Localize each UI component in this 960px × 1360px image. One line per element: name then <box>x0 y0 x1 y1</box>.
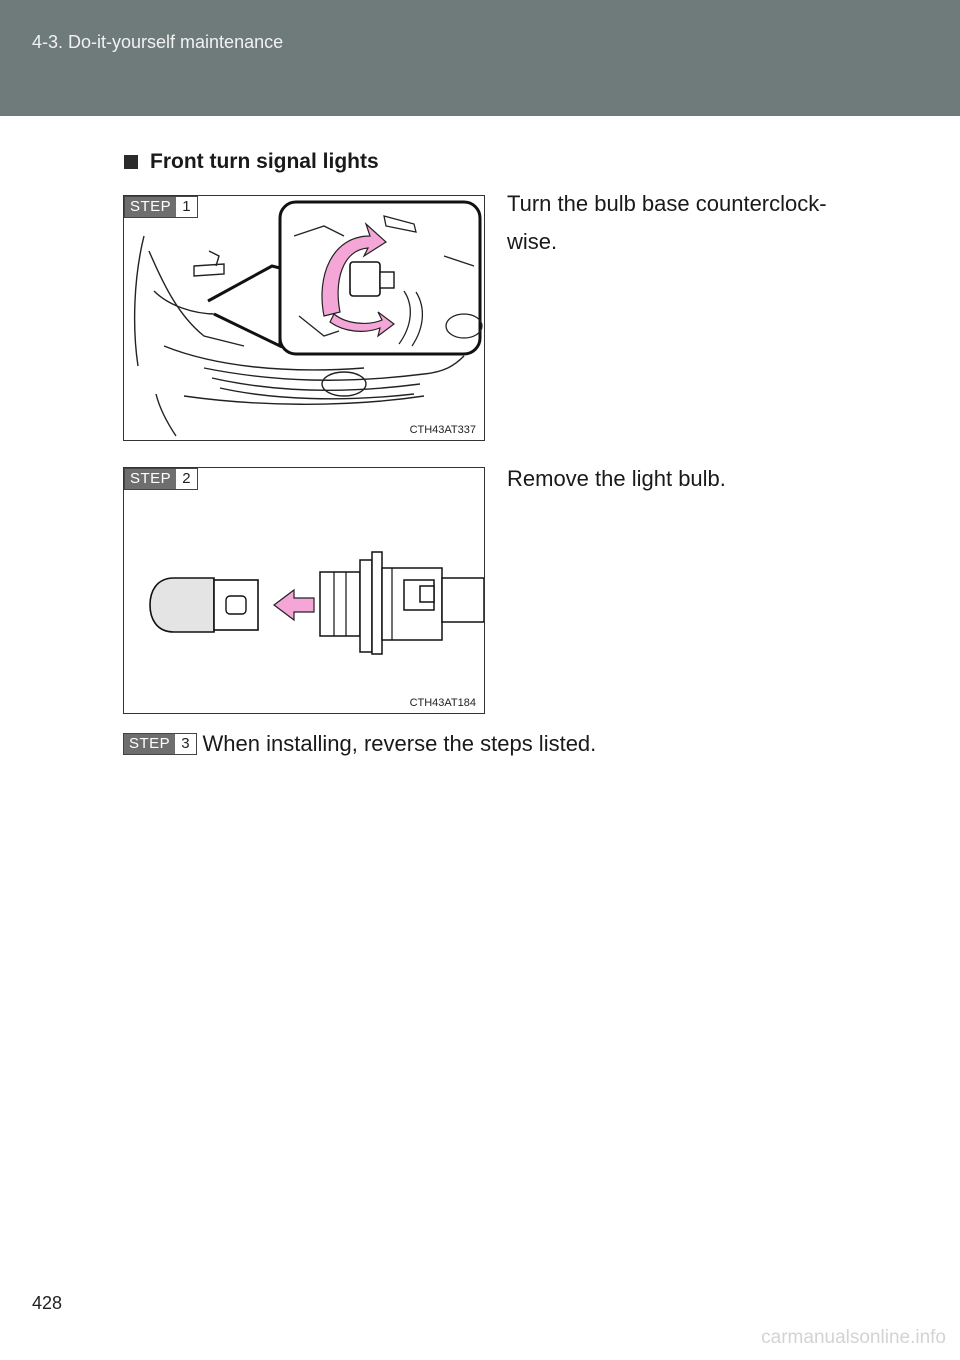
step-label: STEP <box>125 197 176 217</box>
page-number: 428 <box>32 1293 63 1313</box>
step-3-text: When installing, reverse the steps listed. <box>202 731 597 756</box>
step-2-text: Remove the light bulb. <box>507 466 726 491</box>
page-header <box>0 0 960 116</box>
figure-code: CTH43AT184 <box>409 697 476 709</box>
step-label: STEP <box>124 734 175 754</box>
step-number: 2 <box>182 470 191 487</box>
remove-arrow-icon <box>274 590 314 620</box>
step-number: 1 <box>182 198 191 215</box>
step-2-badge <box>124 468 198 490</box>
bulb-illustration <box>124 468 484 713</box>
bullet-square-icon <box>124 155 138 169</box>
step-label: STEP <box>125 469 176 489</box>
step-1-text: Turn the bulb base counterclock-wise. <box>507 191 827 254</box>
watermark: carmanualsonline.info <box>761 1327 946 1348</box>
step-1-badge <box>124 196 198 218</box>
heading-title: Front turn signal lights <box>150 150 379 173</box>
section-title: 4-3. Do-it-yourself maintenance <box>32 32 284 52</box>
section-heading <box>124 150 379 174</box>
figure-code: CTH43AT337 <box>409 424 476 436</box>
step-number: 3 <box>181 735 190 752</box>
step-3 <box>123 731 596 757</box>
step-2-figure <box>123 467 485 714</box>
headlight-illustration <box>124 196 484 440</box>
step-1-figure <box>123 195 485 441</box>
step-3-badge <box>123 733 197 755</box>
